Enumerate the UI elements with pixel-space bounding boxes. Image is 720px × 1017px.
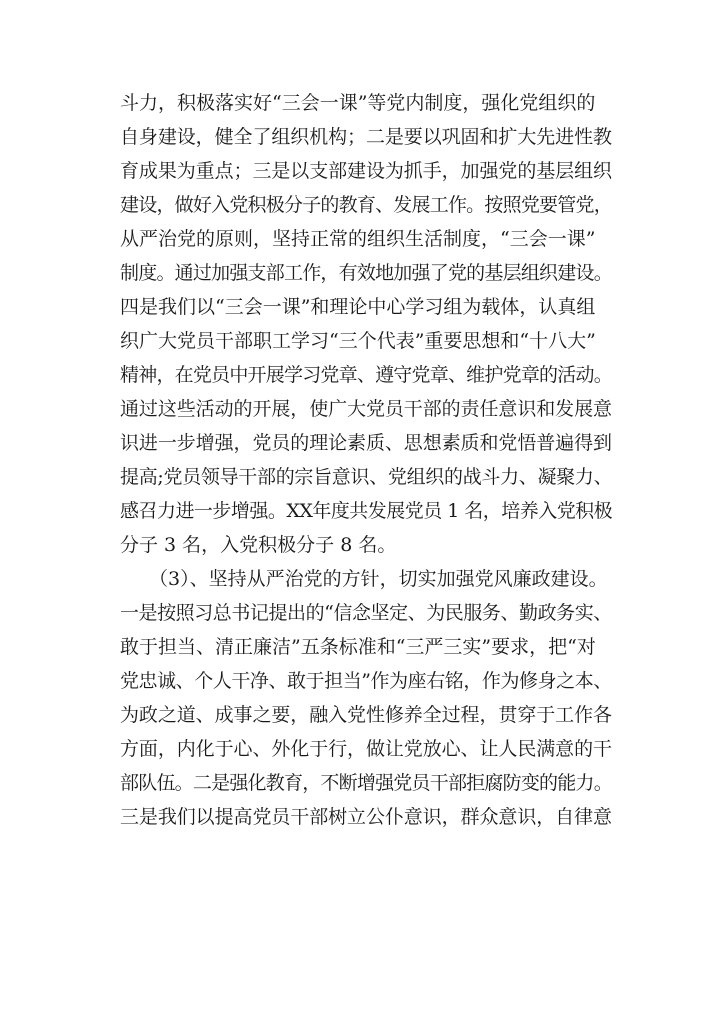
paragraph-1-line: 制度。通过加强支部工作，有效地加强了党的基层组织建设。	[120, 262, 612, 284]
paragraph-1-line: 感召力进一步增强。XX年度共发展党员 1 名，培养入党积极	[120, 500, 612, 522]
paragraph-1-line: 建设，做好入党积极分子的教育、发展工作。按照党要管党，	[120, 194, 612, 216]
paragraph-2-line: 部队伍。二是强化教育，不断增强党员干部拒腐防变的能力。	[120, 772, 612, 794]
paragraph-1-line: 识进一步增强，党员的理论素质、思想素质和党悟普遍得到	[120, 432, 612, 454]
paragraph-2-line: 一是按照习总书记提出的“信念坚定、为民服务、勤政务实、	[120, 602, 612, 624]
paragraph-1-line: 织广大党员干部职工学习“三个代表”重要思想和“十八大”	[120, 330, 596, 352]
paragraph-1-line: 育成果为重点；三是以支部建设为抓手，加强党的基层组织	[120, 160, 612, 182]
paragraph-1-line: 四是我们以“三会一课”和理论中心学习组为载体，认真组	[120, 296, 596, 318]
paragraph-1-line: 精神，在党员中开展学习党章、遵守党章、维护党章的活动。	[120, 364, 612, 386]
paragraph-2-line: 党忠诚、个人干净、敢于担当”作为座右铭，作为修身之本、	[120, 670, 612, 692]
paragraph-1-line: 分子 3 名，入党积极分子 8 名。	[120, 534, 397, 556]
document-body	[120, 86, 612, 834]
paragraph-1-line: 斗力，积极落实好“三会一课”等党内制度，强化党组织的	[120, 92, 596, 114]
paragraph-2-line: 方面，内化于心、外化于行，做让党放心、让人民满意的干	[120, 738, 612, 760]
paragraph-1-line: 从严治党的原则，坚持正常的组织生活制度，“三会一课”	[120, 228, 596, 250]
paragraph-2-line: 为政之道、成事之要，融入党性修养全过程，贯穿于工作各	[120, 704, 612, 726]
paragraph-2-line: 敢于担当、清正廉洁”五条标准和“三严三实”要求，把“对	[120, 636, 596, 658]
paragraph-1-line: 自身建设，健全了组织机构；二是要以巩固和扩大先进性教	[120, 126, 612, 148]
paragraph-1-line: 提高;党员领导干部的宗旨意识、党组织的战斗力、凝聚力、	[120, 466, 612, 488]
paragraph-1-line: 通过这些活动的开展，使广大党员干部的责任意识和发展意	[120, 398, 612, 420]
paragraph-2-line: 三是我们以提高党员干部树立公仆意识，群众意识，自律意	[120, 806, 612, 828]
paragraph-2-line: （3）、坚持从严治党的方针，切实加强党风廉政建设。	[149, 568, 608, 590]
